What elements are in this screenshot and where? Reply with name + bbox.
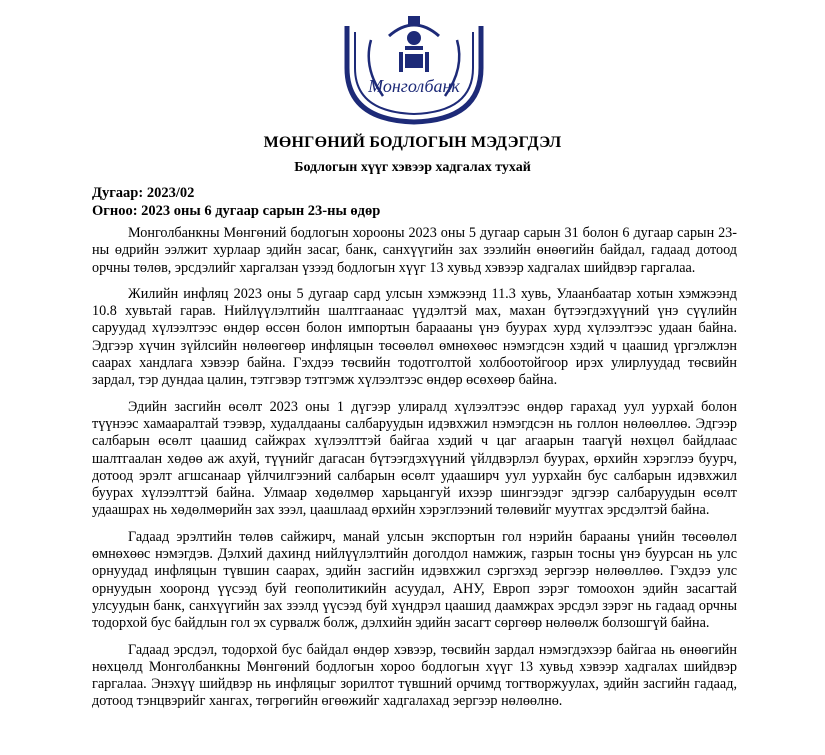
document-subtitle: Бодлогын хүүг хэвээр хадгалах тухай <box>294 160 531 175</box>
paragraph: Эдийн засгийн өсөлт 2023 оны 1 дүгээр улиралд хүлээлтээс өндөр гарахад уул уурхай болон түүнээс хамааралтай тээвэр, худалдааны салбаруудын идэвхжил нэмэгдсэн нь голлон нөлөөллөө. Эдгээр салбарын өсөлт цаашид сайжрах хүлээлттэй байгаа хэдий ч цаг агаарын таагүй нөхцөл байдлаас шалтгаалан хөдөө аж ахуй, түүнийг дагасан бүтээгдэхүүний үйлдвэрлэл буурах, өрхийн хэрэглээ буурч, дотоод эрэлт агшсанаар үйлчилгээний салбарын өсөлт удааширч уул уурхайн бус салбарын идэвхжил буурах хүлээлттэй байна. Улмаар хөдөлмөр харьцангуй ихээр шингээдэг эдгээр салбаруудын өсөлт удаашрах нь хөдөлмөрийн зах зээл, цаашлаад өрхийн хэрэглээний төлөвийг муутгах эрсдэлтэй байна. <box>92 398 737 519</box>
svg-text:Монголбанк: Монголбанк <box>368 76 460 96</box>
mongolbank-logo <box>341 8 487 126</box>
document-body <box>92 225 737 720</box>
document-number: Дугаар: 2023/02 <box>92 185 195 201</box>
document-meta <box>92 184 380 220</box>
paragraph: Жилийн инфляц 2023 оны 5 дугаар сард улсын хэмжээнд 11.3 хувь, Улаанбаатар хотын хэмжээнд 10.8 хувьтай гарав. Нийлүүлэлтийн шалтгаанаас үүдэлтэй мах, махан бүтээгдэхүүний үнэ сүүлийн саруудад хүлээлтээс өндөр өссөн болон импортын бараааны үнэ буурах хурд хүлээлтээс удаан байна. Эдгээр хүчин зүйлсийн нөлөөгөөр инфляцын төсөөлөл өмнөхөөс нэмэгдсэн хэдий ч цаашид үргэлжлэн саарах хандлага хэвээр байна. Гэхдээ төсвийн тодотголтой холбоотойгоор ирэх улирлуудад төсвийн зардал, тэр дундаа цалин, тэтгэвэр тэтгэмж хүлээлтээс өндөр өсөхөөр байна. <box>92 285 737 389</box>
document-title: МӨНГӨНИЙ БОДЛОГЫН МЭДЭГДЭЛ <box>263 134 562 151</box>
paragraph: Монголбанкны Мөнгөний бодлогын хорооны 2023 оны 5 дугаар сарын 31 болон 6 дугаар сарын 23-ны өдрийн ээлжит хурлаар эдийн засаг, банк, санхүүгийн зах зээлийн өнөөгийн байдал, гадаад дотоод орчны төлөв, эрсдэлийг харгалзан үзээд бодлогын хүүг 13 хувьд хэвээр хадгалах шийдвэр гаргалаа. <box>92 225 737 276</box>
paragraph: Гадаад эрэлтийн төлөв сайжирч, манай улсын экспортын гол нэрийн барааны үнийн төсөөлөл өмнөхөөс нэмэгдэв. Дэлхий дахинд нийлүүлэлтийн доголдол намжиж, газрын тосны үнэ буурсан нь улс орнуудад инфляцын түвшин саарах, эдийн засгийн идэвхжил сэргэхэд эергээр нөлөөллөө. Гэхдээ улс орнуудын хооронд үүсээд буй геополитикийн асуудал, АНУ, Европ зэрэг томоохон эдийн засагтай улсуудын банк, санхүүгийн зах зээлд үүсээд буй хүндрэл цаашид даамжрах эрсдэл зэрэг нь гадаад орчны тодорхой бус байдлын гол эх сурвалж болж, дэлхийн эдийн засагт сөргөөр нөлөөлж болзошгүй байна. <box>92 528 737 632</box>
paragraph: Гадаад эрсдэл, тодорхой бус байдал өндөр хэвээр, төсвийн зардал нэмэгдэхээр байгаа нь өнөөгийн нөхцөлд Монголбанкны Мөнгөний бодлогын хороо бодлогын хүүг 13 хувьд хэвээр хадгалах шийдвэр гаргалаа. Энэхүү шийдвэр нь инфляцыг зорилтот түвшний орчимд тогтворжуулах, эдийн засгийн гадаад, дотоод тэнцвэрийг хангах, төгрөгийн өгөөжийг хадгалахад эергээр нөлөөлнө. <box>92 641 737 710</box>
document-date: Огноо: 2023 оны 6 дугаар сарын 23-ны өдөр <box>92 203 381 219</box>
